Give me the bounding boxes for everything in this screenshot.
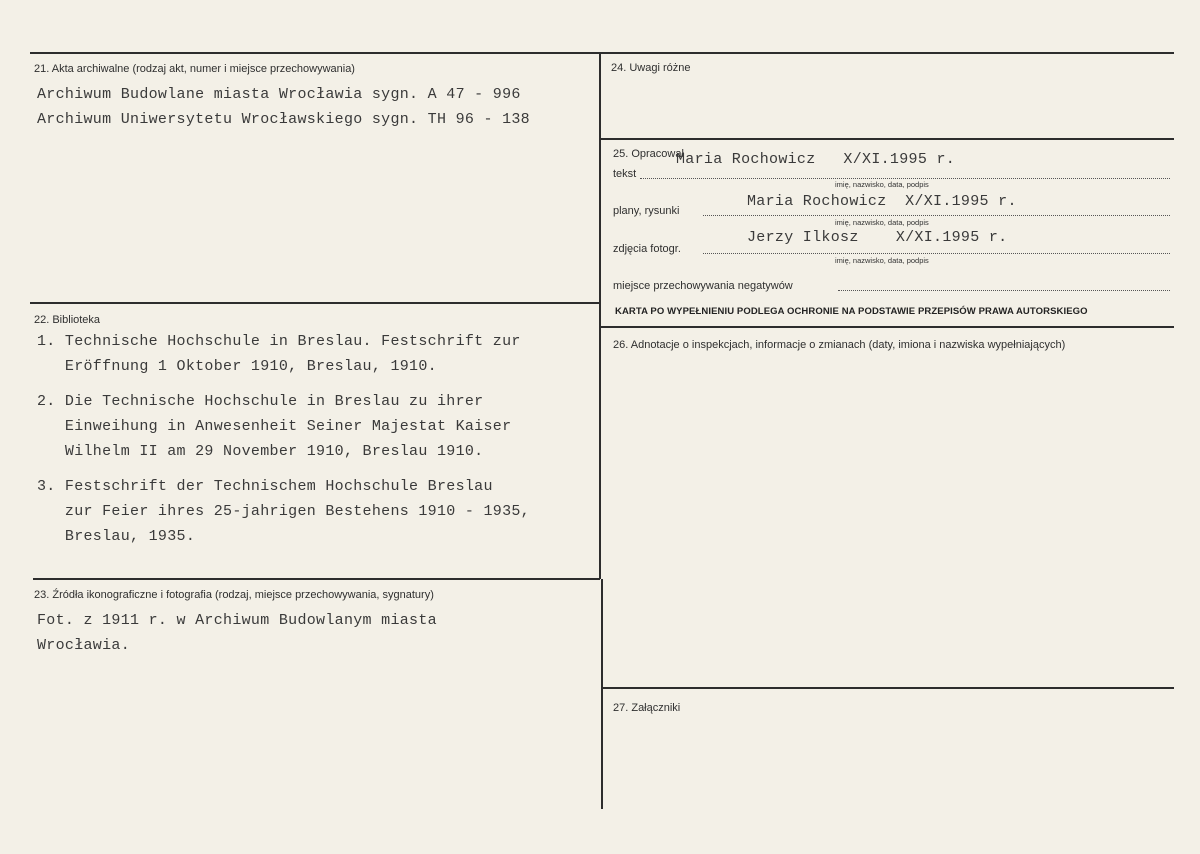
section-21-line-1: Archiwum Budowlane miasta Wrocławia sygn. A 47 - 996 <box>37 86 521 103</box>
section-22-line-5: Wilhelm II am 29 November 1910, Breslau 1910. <box>37 443 484 460</box>
zdjecia-value: Jerzy Ilkosz X/XI.1995 r. <box>747 229 1008 246</box>
plany-dotline <box>703 215 1170 216</box>
section-22-line-8: Breslau, 1935. <box>37 528 196 545</box>
tekst-dotline <box>640 178 1170 179</box>
section-23-line-1: Fot. z 1911 r. w Archiwum Budowlanym miasta <box>37 612 437 629</box>
section-22-line-3: 2. Die Technische Hochschule in Breslau zu ihrer <box>37 393 484 410</box>
section-22-line-6: 3. Festschrift der Technischem Hochschule Breslau <box>37 478 493 495</box>
center-divider <box>599 52 601 579</box>
zdjecia-caption: imię, nazwisko, data, podpis <box>835 256 929 265</box>
section-26-label: 26. Adnotacje o inspekcjach, informacje o zmianach (daty, imiona i nazwiska wypełniających) <box>613 339 1066 351</box>
negatywy-dotline <box>838 290 1170 291</box>
section-23-label: 23. Źródła ikonograficzne i fotografia (rodzaj, miejsce przechowywania, sygnatury) <box>34 589 434 601</box>
tekst-label: tekst <box>613 168 637 180</box>
tekst-caption: imię, nazwisko, data, podpis <box>835 180 929 189</box>
tekst-value: Maria Rochowicz X/XI.1995 r. <box>676 151 956 168</box>
section-22-line-7: zur Feier ihres 25-jahrigen Bestehens 1910 - 1935, <box>37 503 530 520</box>
top-rule <box>30 52 1174 54</box>
section-21-label: 21. Akta archiwalne (rodzaj akt, numer i miejsce przechowywania) <box>34 63 355 75</box>
rule-25-26 <box>600 326 1174 328</box>
center-divider-lower <box>601 579 603 809</box>
zdjecia-dotline <box>703 253 1170 254</box>
copyright-notice: KARTA PO WYPEŁNIENIU PODLEGA OCHRONIE NA PODSTAWIE PRZEPISÓW PRAWA AUTORSKIEGO <box>615 306 1088 317</box>
section-25-label: 25. Opracował <box>613 148 684 160</box>
plany-label: plany, rysunki <box>613 205 680 217</box>
section-21-line-2: Archiwum Uniwersytetu Wrocławskiego sygn. TH 96 - 138 <box>37 111 530 128</box>
section-22-line-2: Eröffnung 1 Oktober 1910, Breslau, 1910. <box>37 358 437 375</box>
rule-22-23 <box>33 578 600 580</box>
section-22-line-1: 1. Technische Hochschule in Breslau. Festschrift zur <box>37 333 521 350</box>
plany-value: Maria Rochowicz X/XI.1995 r. <box>747 193 1017 210</box>
zdjecia-label: zdjęcia fotogr. <box>613 243 681 255</box>
section-23-line-2: Wrocławia. <box>37 637 131 654</box>
rule-21-22 <box>30 302 600 304</box>
rule-26-27 <box>602 687 1174 689</box>
plany-caption: imię, nazwisko, data, podpis <box>835 218 929 227</box>
section-22-line-4: Einweihung in Anwesenheit Seiner Majestat Kaiser <box>37 418 512 435</box>
section-27-label: 27. Załączniki <box>613 702 681 714</box>
negatywy-label: miejsce przechowywania negatywów <box>613 280 793 292</box>
section-24-label: 24. Uwagi różne <box>611 62 691 74</box>
rule-24-25 <box>600 138 1174 140</box>
section-22-label: 22. Biblioteka <box>34 314 101 326</box>
